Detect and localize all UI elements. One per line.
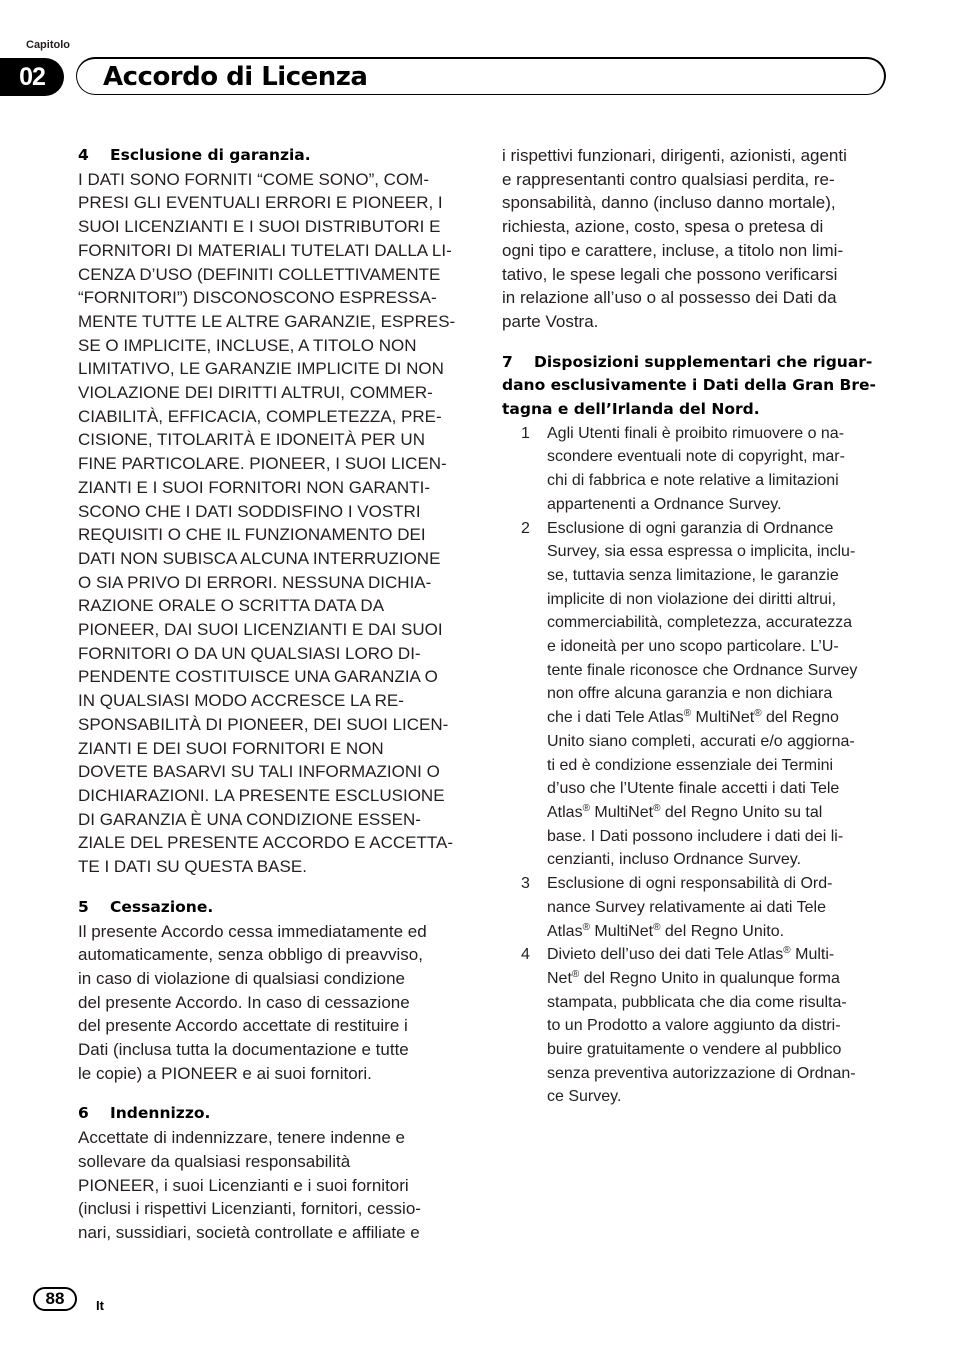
body-line: CISIONE, TITOLARITÀ E IDONEITÀ PER UN [78,430,425,450]
list-item [502,422,894,517]
list-item [502,872,894,943]
body-line: FORNITORI O DA UN QUALSIASI LORO DI- [78,643,421,663]
body-line: O SIA PRIVO DI ERRORI. NESSUNA DICHIA- [78,572,432,592]
list-item-line: Atlas® MultiNet® del Regno Unito su tal [547,802,823,821]
body-line: del presente Accordo. In caso di cessazione [78,992,410,1012]
body-line: del presente Accordo accettate di restituire i [78,1016,408,1036]
section-continuation [502,144,894,334]
list-item-line: scondere eventuali note di copyright, mar- [547,448,845,466]
list-item-line: stampata, pubblicata che dia come risulta- [547,993,847,1011]
list-item-line: Agli Utenti finali è proibito rimuovere o na- [547,424,845,442]
chapter-title-box [76,57,886,95]
body-line: IN QUALSIASI MODO ACCRESCE LA RE- [78,691,404,711]
list-item-line: e idoneità per uno scopo particolare. L’U- [547,638,839,656]
body-line: SE O IMPLICITE, INCLUSE, A TITOLO NON [78,335,417,355]
section-number: 7 [502,352,513,371]
body-line: VIOLAZIONE DEI DIRITTI ALTRUI, COMMER- [78,383,433,403]
section-number: 5 [78,897,89,916]
list-item-line: non offre alcuna garanzia e non dichiara [547,685,833,703]
body-line: (inclusi i rispettivi Licenzianti, fornitori, cessio- [78,1199,421,1219]
body-line: ZIANTI E I SUOI FORNITORI NON GARANTI- [78,477,430,497]
body-line: in caso di violazione di qualsiasi condizione [78,968,405,988]
body-line: ZIALE DEL PRESENTE ACCORDO E ACCETTA- [78,833,454,853]
body-line: sponsabilità, danno (incluso danno mortale), [502,193,836,213]
list-item-line: Net® del Regno Unito in qualunque forma [547,968,840,987]
list-item-line: to un Prodotto a valore aggiunto da distri- [547,1017,841,1035]
section [78,896,468,1086]
list-item-line: ti ed è condizione essenziale dei Termini [547,756,834,774]
list-item-number: 3 [521,875,530,893]
list-item-line: se, tuttavia senza limitazione, le garanzie [547,566,839,584]
list-item [502,517,894,873]
list-item-line: d’uso che l’Utente finale accetti i dati Tele [547,780,840,798]
body-line: Accettate di indennizzare, tenere indenne e [78,1128,406,1148]
body-line: sollevare da qualsiasi responsabilità [78,1151,351,1171]
section [78,1102,468,1244]
left-column [78,144,468,1262]
right-column [502,144,894,1109]
list-item-line: Survey, sia essa espressa o implicita, inclu- [547,543,856,561]
body-line: nari, sussidiari, società controllate e affiliate e [78,1222,420,1242]
language-label: It [96,1298,104,1313]
heading-line: 7 Disposizioni supplementari che riguar- [502,351,894,375]
body-line: PIONEER, i suoi Licenzianti e i suoi fornitori [78,1175,409,1195]
page-title: Accordo di Licenza [103,62,368,92]
list-item-line: senza preventiva autorizzazione di Ordnan- [547,1064,856,1082]
chapter-number-badge: 02 [0,58,64,96]
body-line: parte Vostra. [502,311,599,331]
body-line: CIABILITÀ, EFFICACIA, COMPLETEZZA, PRE- [78,406,442,426]
body-line: MENTE TUTTE LE ALTRE GARANZIE, ESPRES- [78,311,456,331]
heading-line: dano esclusivamente i Dati della Gran Bre- [502,376,876,395]
body-line: FORNITORI DI MATERIALI TUTELATI DALLA LI- [78,240,452,260]
body-line: le copie) a PIONEER e ai suoi fornitori. [78,1063,372,1083]
list-item-line: buire gratuitamente o vendere al pubblico [547,1041,842,1059]
body-line: DICHIARAZIONI. LA PRESENTE ESCLUSIONE [78,785,445,805]
list-item-number: 1 [521,424,530,442]
body-line: Dati (inclusa tutta la documentazione e tutte [78,1040,409,1060]
list-item-line: Esclusione di ogni responsabilità di Ord- [547,875,833,893]
list-item-line: ce Survey. [547,1088,622,1106]
body-line: RAZIONE ORALE O SCRITTA DATA DA [78,596,385,616]
body-line: DOVETE BASARVI SU TALI INFORMAZIONI O [78,762,440,782]
section-heading [78,144,468,168]
body-line: SUOI LICENZIANTI E I SUOI DISTRIBUTORI E [78,217,441,237]
list-item-line: base. I Dati possono includere i dati dei li- [547,827,844,845]
body-line: richiesta, azione, costo, spesa o pretesa di [502,217,824,237]
list-item-line: Unito siano completi, accurati e/o aggiorna- [547,732,855,750]
list-item-line: chi di fabbrica e note relative a limitazioni [547,472,839,490]
body-line: SCONO CHE I DATI SODDISFINO I VOSTRI [78,501,421,521]
chapter-label: Capitolo [26,39,70,51]
heading-line: 4 Esclusione di garanzia. [78,144,468,168]
section-heading [502,351,894,422]
body-line: e rappresentanti contro qualsiasi perdita, re- [502,169,835,189]
body-line: PENDENTE COSTITUISCE UNA GARANZIA O [78,667,438,687]
list-item-line: tente finale riconosce che Ordnance Survey [547,661,858,679]
section [502,351,894,1110]
body-line: “FORNITORI”) DISCONOSCONO ESPRESSA- [78,288,437,308]
list-item-line: Esclusione di ogni garanzia di Ordnance [547,519,834,537]
list-item-line: cenzianti, incluso Ordnance Survey. [547,851,802,869]
body-line: ogni tipo e carattere, incluse, a titolo non limi- [502,240,844,260]
body-line: PIONEER, DAI SUOI LICENZIANTI E DAI SUOI [78,620,443,640]
body-line: i rispettivi funzionari, dirigenti, azionisti, agenti [502,146,847,165]
section-number: 6 [78,1104,89,1123]
list-item-line: appartenenti a Ordnance Survey. [547,495,782,513]
body-line: automaticamente, senza obbligo di preavviso, [78,945,423,965]
body-line: SPONSABILITÀ DI PIONEER, DEI SUOI LICEN- [78,714,449,734]
heading-line: tagna e dell’Irlanda del Nord. [502,400,760,419]
body-line: tativo, le spese legali che possono verificarsi [502,264,838,284]
section-heading [78,1102,468,1126]
list-item-line: commerciabilità, completezza, accuratezza [547,614,853,632]
body-line: PRESI GLI EVENTUALI ERRORI E PIONEER, I [78,193,443,213]
list-item-line: Atlas® MultiNet® del Regno Unito. [547,921,785,940]
body-line: LIMITATIVO, LE GARANZIE IMPLICITE DI NON [78,359,444,379]
body-line: I DATI SONO FORNITI “COME SONO”, COM- [78,169,430,189]
page-number: 88 [33,1287,77,1311]
body-line: DATI NON SUBISCA ALCUNA INTERRUZIONE [78,548,441,568]
body-line: REQUISITI O CHE IL FUNZIONAMENTO DEI [78,525,426,545]
section [78,144,468,879]
list-item-line: che i dati Tele Atlas® MultiNet® del Regno [547,708,839,727]
heading-line: 6 Indennizzo. [78,1102,468,1126]
section-heading [78,896,468,920]
list-item-line: nance Survey relativamente ai dati Tele [547,898,826,916]
list-item [502,943,894,1109]
list-item-number: 4 [521,946,530,964]
list-item-number: 2 [521,519,530,537]
body-line: TE I DATI SU QUESTA BASE. [78,857,307,877]
heading-line: 5 Cessazione. [78,896,468,920]
body-line: in relazione all’uso o al possesso dei Dati da [502,288,837,308]
body-line: FINE PARTICOLARE. PIONEER, I SUOI LICEN- [78,454,447,474]
list-item-line: Divieto dell’uso dei dati Tele Atlas® Multi- [547,945,835,964]
body-line: ZIANTI E DEI SUOI FORNITORI E NON [78,738,384,758]
body-line: Il presente Accordo cessa immediatamente ed [78,921,427,941]
body-line: DI GARANZIA È UNA CONDIZIONE ESSEN- [78,809,421,829]
body-line: CENZA D’USO (DEFINITI COLLETTIVAMENTE [78,264,441,284]
list-item-line: implicite di non violazione dei diritti altrui, [547,590,837,608]
section-number: 4 [78,146,89,164]
